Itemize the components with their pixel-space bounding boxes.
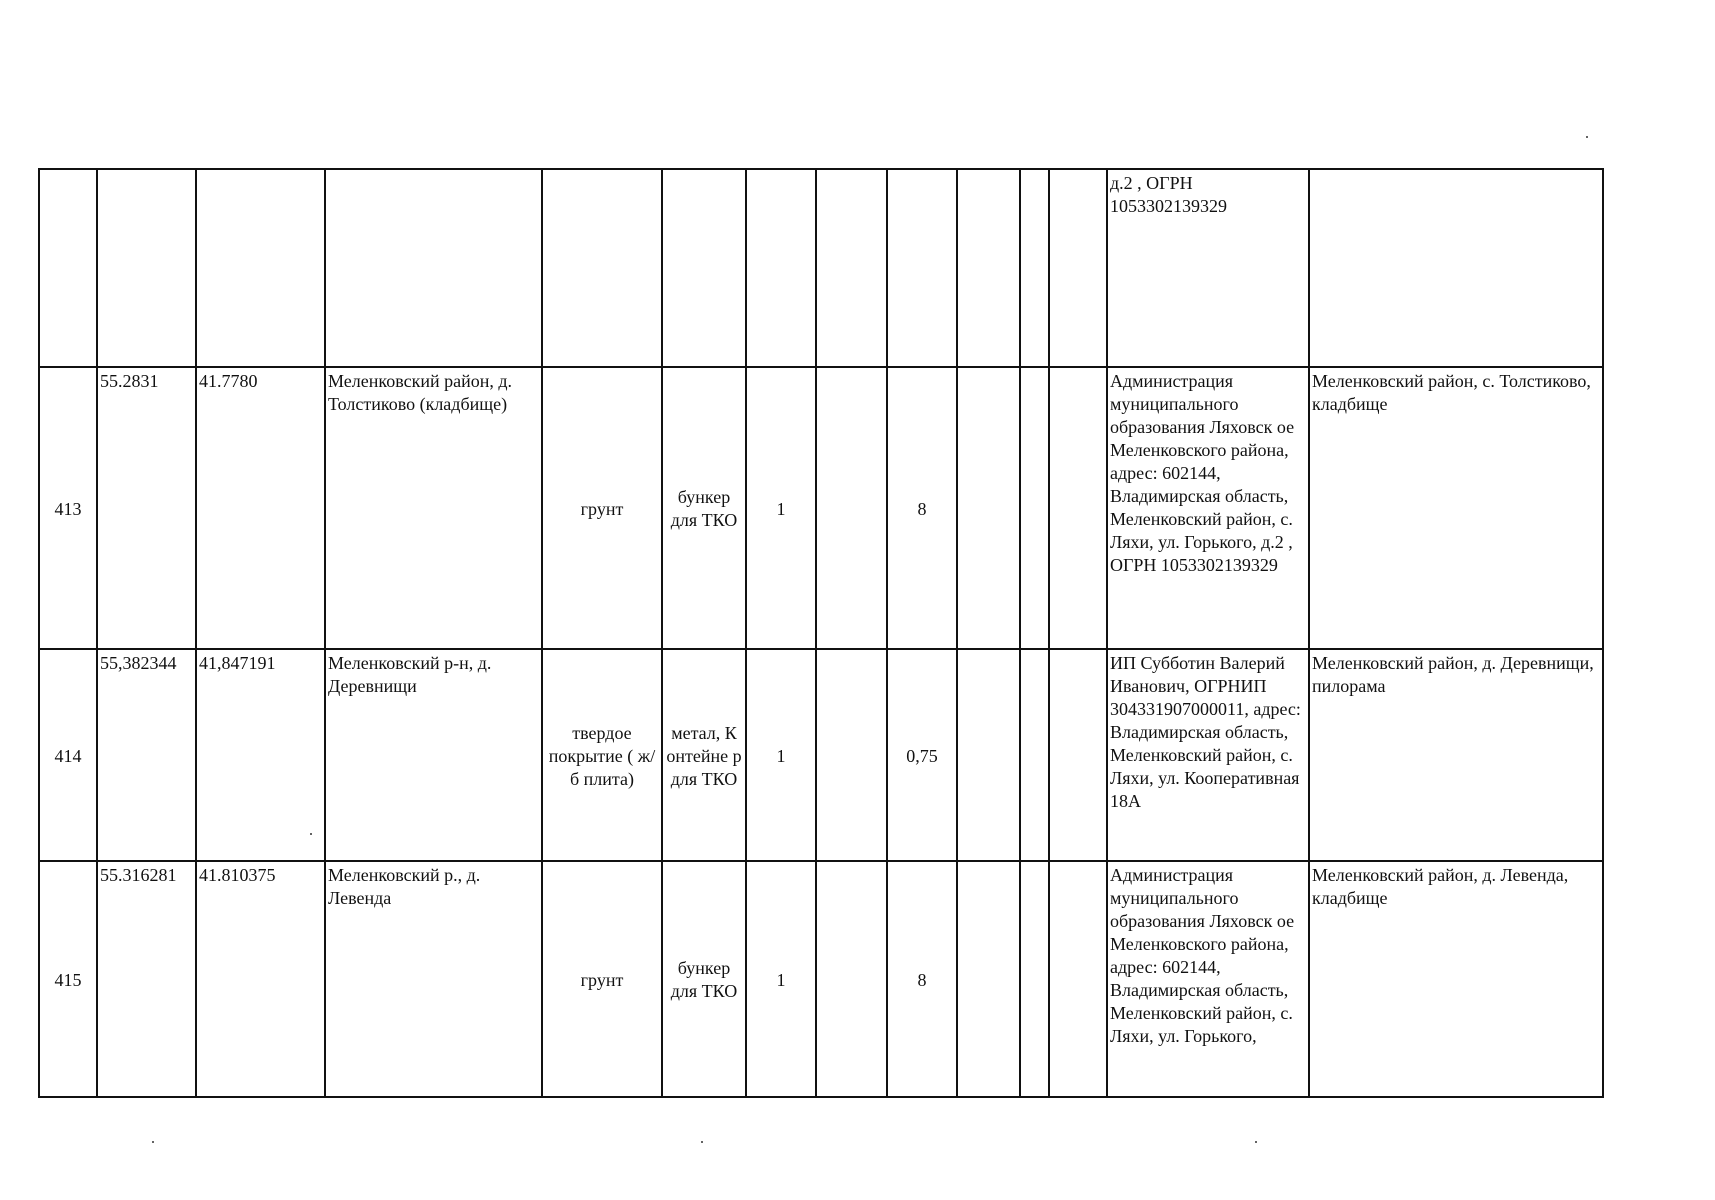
cell-source	[1309, 169, 1603, 367]
cell-count	[746, 169, 816, 367]
scan-speck	[310, 833, 312, 835]
cell-address: Меленковский р., д. Левенда	[325, 861, 542, 1097]
scan-speck	[1255, 1141, 1257, 1143]
cell-container-type: метал, К онтейне р для ТКО	[662, 649, 746, 861]
cell-surface: грунт	[542, 367, 662, 649]
cell-empty	[957, 367, 1020, 649]
cell-owner: Администрация муниципального образования Ляховск ое Меленковского района, адрес: 602144, Владимирская область, Меленковский район, с. Ляхи, ул. Горького, д.2 , ОГРН 1053302139329	[1107, 367, 1309, 649]
cell-empty	[957, 649, 1020, 861]
cell-lat	[97, 169, 196, 367]
cell-empty	[1020, 649, 1049, 861]
cell-volume: 0,75	[887, 649, 957, 861]
cell-empty	[816, 367, 887, 649]
cell-empty	[957, 169, 1020, 367]
cell-owner: ИП Субботин Валерий Иванович, ОГРНИП 304331907000011, адрес: Владимирская область, Меленковский район, с. Ляхи, ул. Кооперативная 18А	[1107, 649, 1309, 861]
cell-lat: 55.2831	[97, 367, 196, 649]
cell-lon: 41,847191	[196, 649, 325, 861]
cell-num: 415	[39, 861, 97, 1097]
cell-empty	[1020, 169, 1049, 367]
cell-num	[39, 169, 97, 367]
cell-count: 1	[746, 649, 816, 861]
cell-address: Меленковский р-н, д. Деревнищи	[325, 649, 542, 861]
cell-empty	[1049, 861, 1107, 1097]
scan-speck	[1586, 136, 1588, 138]
cell-empty	[816, 169, 887, 367]
cell-empty	[816, 649, 887, 861]
table-row	[39, 367, 1603, 649]
cell-empty	[1049, 367, 1107, 649]
cell-address: Меленковский район, д. Толстиково (кладбище)	[325, 367, 542, 649]
cell-num: 413	[39, 367, 97, 649]
cell-empty	[1049, 169, 1107, 367]
scan-speck	[152, 1141, 154, 1143]
cell-source: Меленковский район, д. Деревнищи, пилорама	[1309, 649, 1603, 861]
cell-source: Меленковский район, с. Толстиково, кладбище	[1309, 367, 1603, 649]
cell-volume: 8	[887, 861, 957, 1097]
cell-lon: 41.7780	[196, 367, 325, 649]
cell-surface	[542, 169, 662, 367]
cell-surface: твердое покрытие ( ж/б плита)	[542, 649, 662, 861]
cell-address	[325, 169, 542, 367]
cell-count: 1	[746, 367, 816, 649]
cell-empty	[957, 861, 1020, 1097]
registry-table	[38, 168, 1604, 1098]
cell-empty	[1020, 861, 1049, 1097]
cell-lat: 55.316281	[97, 861, 196, 1097]
scan-speck	[701, 1141, 703, 1143]
cell-lon: 41.810375	[196, 861, 325, 1097]
cell-container-type: бункер для ТКО	[662, 367, 746, 649]
cell-empty	[1049, 649, 1107, 861]
cell-volume: 8	[887, 367, 957, 649]
table-row	[39, 169, 1603, 367]
cell-lon	[196, 169, 325, 367]
cell-volume	[887, 169, 957, 367]
cell-container-type	[662, 169, 746, 367]
cell-owner: д.2 , ОГРН 1053302139329	[1107, 169, 1309, 367]
cell-owner: Администрация муниципального образования Ляховск ое Меленковского района, адрес: 602144, Владимирская область, Меленковский район, с. Ляхи, ул. Горького,	[1107, 861, 1309, 1097]
cell-source: Меленковский район, д. Левенда, кладбище	[1309, 861, 1603, 1097]
cell-count: 1	[746, 861, 816, 1097]
table-row	[39, 861, 1603, 1097]
cell-surface: грунт	[542, 861, 662, 1097]
cell-empty	[816, 861, 887, 1097]
table-row	[39, 649, 1603, 861]
cell-num: 414	[39, 649, 97, 861]
cell-empty	[1020, 367, 1049, 649]
cell-lat: 55,382344	[97, 649, 196, 861]
cell-container-type: бункер для ТКО	[662, 861, 746, 1097]
